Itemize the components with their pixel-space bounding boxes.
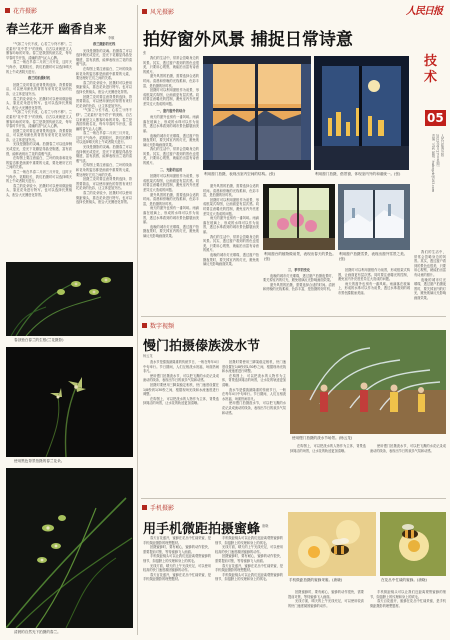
paragraph: 在构图上，可以把泼水的人物作为主体，背景选择简洁的场景，让水花的轨迹更加清晰。 [143, 396, 219, 406]
bee-caption-1: 手机微距拍摄的蜜蜂采蜜。(唐晓) [289, 578, 343, 582]
orchid-photo-2 [6, 347, 133, 457]
section-marker-icon [5, 8, 10, 13]
edition-editor: 责编：苏莉 邮箱：hwbxgzb@163.com [431, 134, 435, 192]
orchid-illustration-3 [6, 468, 133, 628]
scenery-text-col3 [263, 268, 335, 312]
paragraph: 春兰的花朵较小，拍摄时可以使用微距镜头，靠近花朵进行特写。也可以选择长焦镜头，配合大光圈虚化背景。 [76, 191, 132, 205]
paragraph: 拍摄蜜蜂时，要有耐心，蜜蜂的动作很快，需要提前对焦，等待蜜蜂飞入画面。 [215, 554, 283, 563]
paragraph: 雨天的窗外也别有一番风味。雨滴落在玻璃上，形成的水珠可以作为前景，透过水珠看到的城市景色朦胧而美丽。 [143, 115, 199, 133]
paragraph: 夜晚的城市灯光璀璨，透过窗户拍摄夜景时，要关掉室内的灯光，避免玻璃反光影响画面效果。 [143, 224, 199, 238]
horizontal-divider [141, 498, 446, 499]
paragraph: 泼水节是傣族最隆重的传统节日，一般在每年4月中旬举行。节日期间，人们互相泼水祝福，场面热闹非凡。 [222, 387, 286, 401]
paragraph: 夜晚的城市灯光璀璨，透过窗户拍摄夜景时，要关掉室内的灯光，避免玻璃反光影响画面效果。 [263, 273, 335, 283]
paragraph: 光线方面，晴天的上午光线充足，可以使用较高的快门速度凝固蜜蜂的动作。 [215, 545, 283, 554]
paragraph: 拍摄蜜蜂时，要有耐心，蜜蜂的动作很快，需要提前对焦，等待蜜蜂飞入画面。 [288, 590, 364, 599]
paragraph: 在构图上要注意留白，兰叶的线条和花朵的姿态都是画面中重要的元素，要处理好它们之间的关系。 [76, 66, 132, 81]
water-title: 慢门拍摄傣族泼水节 [143, 339, 261, 354]
paragraph: 光线是摄影的灵魂。拍摄春兰可以选择侧光或逆光，逆光下花瓣显得晶莹剔透，富有质感，能够表现出兰花的清雅气质。 [6, 142, 72, 156]
paragraph: 使用慢门拍摄泼水节，可以把飞溅的水花记录成流动的线条，表现出节日的欢乐气氛和动感。 [143, 373, 219, 383]
edition-date: 2022年6月27日 星期一 [435, 134, 440, 169]
section-label-mobile: 手机摄影 [142, 502, 174, 512]
scenery-subhead-2: 二、光影的运用 [159, 167, 183, 172]
bee-caption-2: 在花丛中忙碌的蜜蜂。(唐晓) [381, 578, 427, 582]
water-text-col1 [143, 360, 219, 460]
flowers-text-col1 [6, 42, 72, 258]
paragraph: 泼水节是傣族最隆重的传统节日，一般在每年4月中旬举行。节日期间，人们互相泼水祝福，场面热闹非凡。 [143, 360, 219, 374]
orchid-photo-1 [6, 262, 133, 336]
paragraph: 光线是摄影的灵魂。拍摄春兰可以选择侧光或逆光，逆光下花瓣显得晶莹剔透，富有质感，能够表现出兰花的清雅气质。 [76, 145, 132, 163]
water-festival-photo [290, 330, 446, 434]
paragraph: 拍摄兰花时要注意背景的选择，背景要简洁，可以使用深色的背景布来衬托花朵的色彩，让主体更加突出。 [76, 94, 132, 108]
scenery-title: 拍好窗外风景 捕捉日常诗意 [143, 30, 353, 50]
orchid-photo-3 [6, 468, 133, 628]
page-number: 05 [427, 111, 444, 125]
paragraph: 手机微距镜头可以让我们近距离观察蜜蜂的细节，如翅膀上的纹理和身上的绒毛。 [215, 536, 283, 545]
water-text-col4 [370, 444, 446, 466]
paragraph: 使用慢门拍摄泼水节，可以把飞溅的水花记录成流动的线条，表现出节日的欢乐气氛和动感。 [370, 444, 446, 453]
orchid-caption-2: 使用黑色背景拍摄的春兰花朵。 [14, 459, 65, 463]
paragraph: 拍摄兰花时要注意背景的选择，背景要简洁，可以使用深色的背景布来衬托花朵的色彩，让主体更加突出。 [6, 128, 72, 142]
paragraph: 在构图上，可以把泼水的人物作为主体，背景选择简洁的场景，让水花的轨迹更加清晰。 [222, 373, 286, 387]
logo-text: 人民日报 [406, 6, 442, 17]
paragraph: 春兰的花朵较小，拍摄时可以使用微距镜头，靠近花朵进行特写。也可以选择长焦镜头，配合大光圈虚化背景。 [6, 96, 72, 110]
water-festival-illustration [290, 330, 446, 434]
paragraph: 拍摄兰花时要注意背景的选择，背景要简洁，可以使用深色的背景布来衬托花朵的色彩，让主体更加突出。 [76, 177, 132, 191]
paragraph: 夜晚的城市灯光璀璨，透过窗户拍摄夜景时，要关掉室内的灯光，避免玻璃反光影响画面效果。 [414, 277, 446, 300]
scenery-byline: 张 [143, 51, 147, 55]
section-label-flowers: 花卉摄影 [5, 5, 37, 15]
paragraph: 手机微距镜头可以让我们近距离观察蜜蜂的细节，如翅膀上的纹理和身上的绒毛。 [215, 572, 283, 582]
flowers-title: 春兰花开 幽香自来 [6, 22, 107, 36]
bee-illustration-2 [380, 512, 446, 576]
paragraph: 我们的生活中，常常会忽略身边的风景。其实，透过窗户看到的景色也很美，只要用心观察，就能拍出富有诗意的照片。 [414, 250, 446, 277]
bees-text-col3 [288, 590, 364, 636]
bee-illustration-1 [288, 512, 376, 576]
paragraph: 春兰的花朵较小，拍摄时可以使用微距镜头，靠近花朵进行特写。也可以选择长焦镜头，配合大光圈虚化背景。 [6, 183, 72, 197]
water-text-col3 [290, 444, 366, 466]
paragraph: 夜晚的城市灯光璀璨，透过窗户拍摄夜景时，要关掉室内的灯光，避免玻璃反光影响画面效果。 [143, 133, 199, 147]
paragraph: 手机微距镜头可以让我们近距离观察蜜蜂的细节，如翅膀上的纹理和身上的绒毛。 [143, 554, 211, 563]
section-marker-icon [142, 323, 147, 328]
column-divider [137, 5, 138, 635]
paragraph: 春兰的花朵较小，拍摄时可以使用微距镜头，靠近花朵进行特写。也可以选择长焦镜头，配合大光圈虚化背景。 [76, 80, 132, 94]
horizontal-divider [141, 316, 446, 317]
paragraph: 夜晚的城市灯光璀璨，透过窗户拍摄夜景时，要关掉室内的灯光，避免玻璃反光影响画面效果。 [203, 252, 259, 267]
water-text-col2 [222, 360, 286, 460]
paragraph: "气如兰兮长不改，心若兰兮终不移"。兰花素有"花中君子"的美称，自古以来就是文人墨客吟咏的对象。春兰是我国传统名花，每年早春时节开放，清幽的香气沁人心脾。 [6, 110, 72, 129]
paragraph: "气如兰兮长不改，心若兰兮终不移"。兰花素有"花中君子"的美称，自古以来就是文人墨客吟咏的对象。春兰是我国传统名花，每年早春时节开放，清幽的香气沁人心脾。 [6, 42, 72, 60]
window-illustration-4 [338, 184, 410, 250]
paragraph: 我们的生活中，常常会忽略身边的风景。其实，透过窗户看到的景色也很美，只要用心观察，就能拍出富有诗意的照片。 [143, 147, 199, 166]
paragraph: 窗外风景的拍摄，需要选择合适的时间。清晨和傍晚的光线柔和，色彩丰富，是拍摄的好时机。 [263, 282, 335, 292]
paragraph: 春天百花盛开，蜜蜂在花丛中忙碌采蜜，是手机微距摄影的理想题材。 [215, 563, 283, 573]
bee-photo-1 [288, 512, 376, 576]
paragraph: 拍摄蜜蜂时，要有耐心，蜜蜂的动作很快，需要提前对焦，等待蜜蜂飞入画面。 [143, 545, 211, 554]
water-byline: 杨云龙 [143, 354, 153, 358]
paragraph: 拍摄时可以利用窗框作为前景，形成框架式构图，让画面更有层次感。同时要注意曝光的控制，避免室内外亮度差异过大造成的问题。 [203, 197, 259, 216]
window-illustration-3 [263, 184, 335, 250]
window-caption-3: 利用窗台的植物做前景，表现出春天的景色。(张) [264, 252, 336, 261]
paragraph: 春兰一般在早春二月到三月开花，这时天气尚冷，花期较长，我们拍摄时可以选择晴天的上午或者阴天进行。 [76, 131, 132, 145]
paragraph: 拍摄时可以利用窗框作为前景，形成框架式构图，让画面更有层次感。同时要注意曝光的控制，避免室内外亮度差异过大造成的问题。 [143, 88, 199, 106]
paragraph: 雨天的窗外也别有一番风味。雨滴落在玻璃上，形成的水珠可以作为前景，透过水珠看到的城市景色朦胧而美丽。 [143, 206, 199, 225]
orchid-caption-3: 清晨的自然光下拍摄的春兰。 [14, 630, 61, 634]
masthead-section: 技术 [424, 54, 438, 85]
orchid-caption-1: 春剑独白春兰的生根(兰花摄影) [14, 338, 64, 342]
window-caption-2: 利用窗门拍摄，借景窗，体现室内外的和谐统一。(张) [315, 172, 401, 176]
paragraph: 在构图上要注意留白，兰叶的线条和花朵的姿态都是画面中重要的元素，要处理好它们之间的关系。 [6, 156, 72, 170]
orchid-illustration-1 [6, 262, 133, 336]
paragraph: 光线方面，晴天的上午光线充足，可以使用较高的快门速度凝固蜜蜂的动作。 [288, 599, 364, 608]
paragraph: 春天百花盛开，蜜蜂在花丛中忙碌采蜜，是手机微距摄影的理想题材。 [143, 572, 211, 582]
orchid-illustration-2 [6, 347, 133, 457]
flowers-subhead-1: 春兰的拍摄时机 [27, 76, 51, 81]
paragraph: 雨天的窗外也别有一番风味。雨滴落在玻璃上，形成的水珠可以作为前景，透过水珠看到的城市景色朦胧而美丽。 [203, 216, 259, 234]
paragraph: 窗外风景的拍摄，需要选择合适的时间。清晨和傍晚的光线柔和，色彩丰富，是拍摄的好时机。 [203, 184, 259, 198]
paragraph: 在构图上，可以把泼水的人物作为主体，背景选择简洁的场景，让水花的轨迹更加清晰。 [290, 444, 366, 453]
window-photo-1 [203, 56, 311, 170]
paragraph: 光线方面，晴天的上午光线充足，可以使用较高的快门速度凝固蜜蜂的动作。 [143, 563, 211, 573]
paragraph: 窗外风景的拍摄，需要选择合适的时间。清晨和傍晚的光线柔和，色彩丰富，是拍摄的好时机。 [143, 192, 199, 206]
bees-text-col2 [215, 536, 283, 636]
window-caption-1: 利用窗门拍摄，表现出室内空间的结构。(张) [204, 172, 276, 176]
flowers-subhead-2: 春兰摄影的光线 [92, 42, 116, 46]
window-photo-2 [314, 56, 409, 170]
edition-name: 人民日报海外版 [440, 134, 444, 157]
window-caption-4: 利用窗户拍摄雪景，表现出窗外雪景之美。(张) [339, 252, 408, 261]
paragraph: 雨天的窗外也别有一番风味。雨滴落在玻璃上，形成的水珠可以作为前景，透过水珠看到的城市景色朦胧而美丽。 [338, 281, 410, 295]
masthead-logo [403, 6, 445, 48]
paragraph: 拍摄兰花时要注意背景的选择，背景要简洁，可以使用深色的背景布来衬托花朵的色彩，让主体更加突出。 [6, 82, 72, 96]
paragraph: 春天百花盛开，蜜蜂在花丛中忙碌采蜜，是手机微距摄影的理想题材。 [370, 599, 446, 608]
window-illustration-2 [314, 56, 409, 170]
paragraph: 我们的生活中，常常会忽略身边的风景。其实，透过窗户看到的景色也很美，只要用心观察，就能拍出富有诗意的照片。 [143, 56, 199, 74]
paragraph: 拍摄时要使用三脚架稳定相机，快门速度设置在1/8秒到1/30秒之间，根据现场光线和水流速度进行调整。 [143, 382, 219, 397]
bees-byline: 唐晓 [262, 524, 269, 528]
flowers-text-col2 [76, 42, 132, 258]
section-label-video: 数字视频 [142, 320, 174, 330]
window-photo-3 [263, 184, 335, 250]
paragraph: 手机微距镜头可以让我们近距离观察蜜蜂的细节，如翅膀上的纹理和身上的绒毛。 [370, 590, 446, 599]
paragraph: 春天百花盛开，蜜蜂在花丛中忙碌采蜜，是手机微距摄影的理想题材。 [143, 536, 211, 545]
paragraph: 光线是摄影的灵魂。拍摄春兰可以选择侧光或逆光，逆光下花瓣显得晶莹剔透，富有质感，能够表现出兰花的清雅气质。 [76, 48, 132, 67]
scenery-text-col4 [338, 268, 410, 312]
paragraph: 在构图上要注意留白，兰叶的线条和花朵的姿态都是画面中重要的元素，要处理好它们之间的关系。 [76, 163, 132, 177]
section-marker-icon [142, 9, 147, 14]
bees-text-col4 [370, 590, 446, 636]
bees-text-col1 [143, 536, 211, 636]
water-caption: 使用慢门拍摄的泼水节场景。(杨云龙) [292, 436, 353, 440]
paragraph: "气如兰兮长不改，心若兰兮终不移"。兰花素有"花中君子"的美称，自古以来就是文人墨客吟咏的对象。春兰是我国传统名花，每年早春时节开放，清幽的香气沁人心脾。 [76, 108, 132, 131]
paragraph: 我们的生活中，常常会忽略身边的风景。其实，透过窗户看到的景色也很美，只要用心观察，就能拍出富有诗意的照片。 [203, 234, 259, 253]
paragraph: 春兰一般在早春二月到三月开花，这时天气尚冷，花期较长，我们拍摄时可以选择晴天的上午或者阴天进行。 [6, 170, 72, 184]
bees-title: 用手机微距拍摄蜜蜂 [143, 522, 261, 537]
section-marker-icon [142, 505, 147, 510]
window-photo-4 [338, 184, 410, 250]
paragraph: 使用慢门拍摄泼水节，可以把飞溅的水花记录成流动的线条，表现出节日的欢乐气氛和动感。 [222, 401, 286, 415]
edition-meta [418, 134, 444, 244]
section-label-scenery: 风光摄影 [142, 6, 174, 16]
scenery-subhead-3: 三、季节的变化 [287, 268, 311, 272]
paragraph: 窗外风景的拍摄，需要选择合适的时间。清晨和傍晚的光线柔和，色彩丰富，是拍摄的好时机。 [143, 74, 199, 88]
scenery-text-col5 [414, 250, 446, 312]
scenery-text-col1 [143, 56, 199, 312]
paragraph: 拍摄时要使用三脚架稳定相机，快门速度设置在1/8秒到1/30秒之间，根据现场光线和水流速度进行调整。 [222, 360, 286, 374]
flowers-byline: 李顺 [108, 36, 115, 40]
window-illustration-1 [203, 56, 311, 170]
scenery-subhead-1: 一、窗内窗外的结合 [156, 108, 186, 113]
scenery-text-col2 [203, 184, 259, 312]
bee-photo-2 [380, 512, 446, 576]
paragraph: 拍摄时可以利用窗框作为前景，形成框架式构图，让画面更有层次感。同时要注意曝光的控制，避免室内外亮度差异过大造成的问题。 [143, 174, 199, 193]
paragraph: 春兰一般在早春二月到三月开花，这时天气尚冷，花期较长，我们拍摄时可以选择晴天的上午或者阴天进行。 [6, 60, 72, 74]
paragraph: 拍摄时可以利用窗框作为前景，形成框架式构图，让画面更有层次感。同时要注意曝光的控制，避免室内外亮度差异过大造成的问题。 [338, 268, 410, 282]
